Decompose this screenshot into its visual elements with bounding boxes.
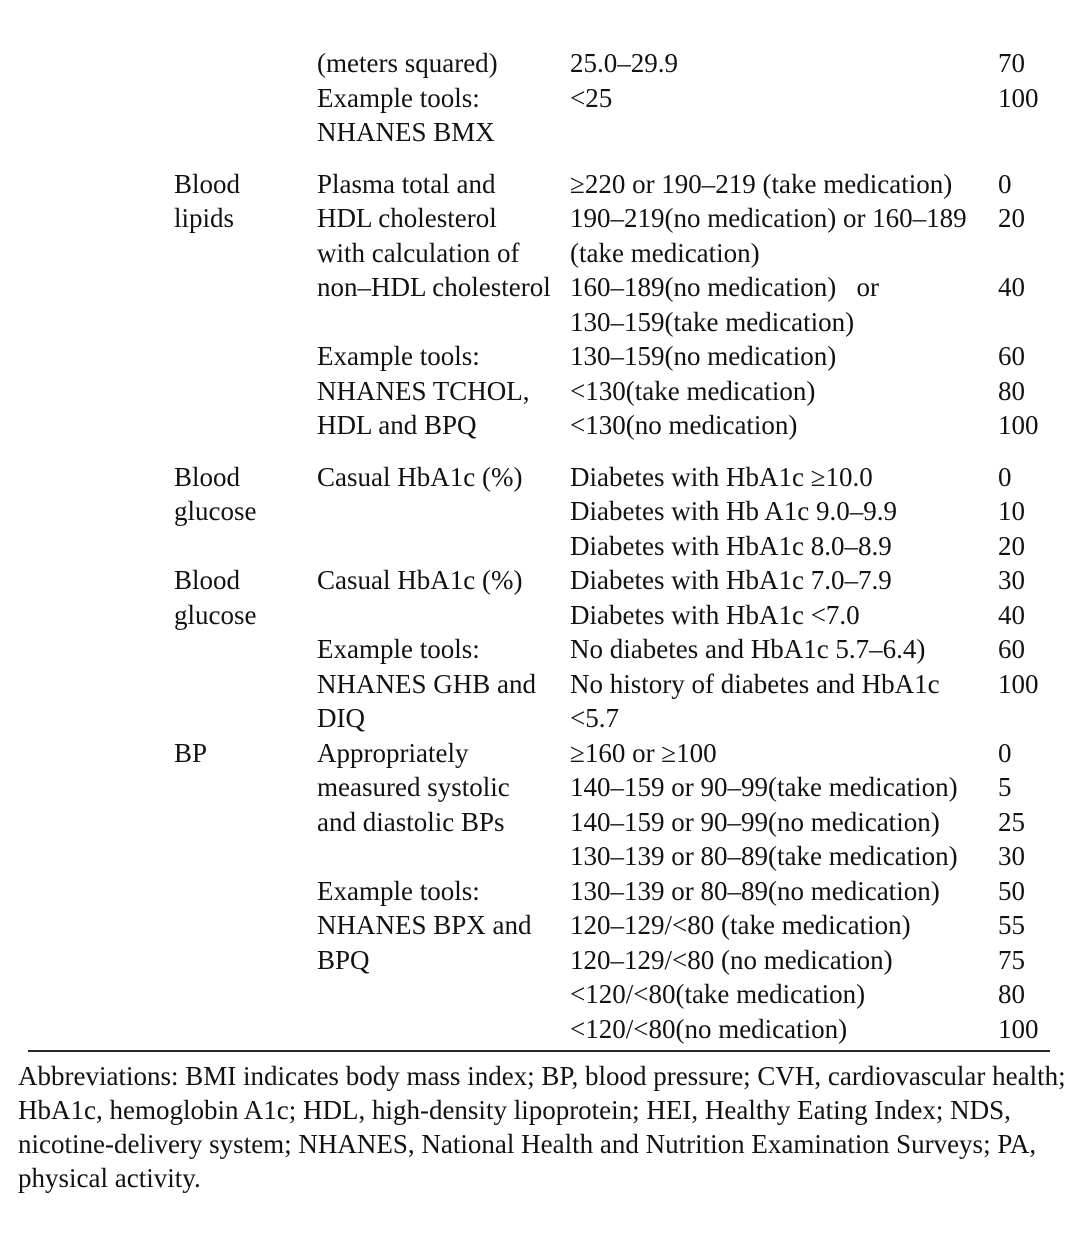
table-points-cell: 60: [998, 341, 1025, 371]
table-scoring-cell: 130–139 or 80–89(no medication): [570, 875, 940, 906]
table-row: [0, 908, 1080, 943]
table-row: [0, 701, 1080, 736]
table-scoring-cell: 130–159(no medication): [570, 341, 837, 371]
table-row: [0, 839, 1080, 874]
table-component-cell: [174, 770, 317, 805]
table-row: [0, 977, 1080, 1012]
table-points-cell: [998, 701, 1080, 736]
table-row: [0, 408, 1080, 443]
table-scoring-cell: (take medication): [570, 237, 760, 268]
table-component-cell: [174, 115, 317, 150]
table-scoring-cell: Diabetes with Hb A1c 9.0–9.9: [570, 496, 897, 526]
table-scoring-cell: 120–129/<80 (no medication): [570, 944, 893, 975]
table-component-cell: [174, 701, 317, 736]
table-metric-cell: with calculation of: [317, 237, 520, 268]
table-metric-cell: (meters squared): [317, 48, 498, 78]
table-points-cell: 55: [998, 910, 1025, 940]
table-metric-cell: Example tools:: [317, 875, 480, 906]
table-row: [0, 81, 1080, 116]
table-component-cell: [174, 374, 317, 409]
footnote-line: nicotine-delivery system; NHANES, National Health and Nutrition Examination Surveys; PA,: [18, 1129, 1037, 1159]
table-scoring-cell: No history of diabetes and HbA1c: [570, 668, 940, 699]
table-metric-cell: non–HDL cholesterol: [317, 272, 551, 302]
table-metric-cell: NHANES BMX: [317, 117, 495, 147]
table-row: [0, 236, 1080, 271]
table-points-cell: [998, 115, 1080, 150]
table-row: [0, 201, 1080, 236]
table-row: [0, 270, 1080, 305]
table-row: [0, 494, 1080, 529]
table-points-cell: 0: [998, 168, 1012, 199]
table-component-cell: [174, 339, 317, 374]
footnote-line: physical activity.: [18, 1163, 201, 1193]
table-metric-cell: HDL cholesterol: [317, 203, 497, 233]
table-row: [0, 563, 1080, 598]
table-component-cell: Blood: [174, 565, 241, 595]
table-row: [0, 460, 1080, 495]
table-points-cell: 80: [998, 979, 1025, 1009]
table-metric-cell: Example tools:: [317, 634, 480, 664]
table-points-cell: 0: [998, 461, 1012, 492]
table-scoring-cell: 120–129/<80 (take medication): [570, 910, 911, 940]
table-scoring-cell: <130(no medication): [570, 410, 798, 440]
table-scoring-cell: No diabetes and HbA1c 5.7–6.4): [570, 634, 926, 664]
table-points-cell: 25: [998, 806, 1025, 837]
table-metric-cell: NHANES BPX and: [317, 910, 532, 940]
abbreviations-footnote: [0, 1052, 1080, 1195]
table-points-cell: 50: [998, 875, 1025, 906]
table-scoring-cell: 130–159(take medication): [570, 306, 855, 337]
table-component-cell: [174, 46, 317, 81]
table-points-cell: 40: [998, 272, 1025, 302]
table-scoring-cell: <120/<80(take medication): [570, 979, 866, 1009]
footnote-line: HbA1c, hemoglobin A1c; HDL, high-density lipoprotein; HEI, Healthy Eating Index; NDS,: [18, 1095, 1011, 1125]
table-points-cell: 30: [998, 841, 1025, 871]
table-component-cell: [174, 874, 317, 909]
table-metric-cell: Example tools:: [317, 341, 480, 371]
table-metric-cell: NHANES GHB and: [317, 668, 536, 699]
table-points-cell: 100: [998, 410, 1039, 440]
table-component-cell: [174, 236, 317, 271]
table-points-cell: [998, 236, 1080, 271]
table-component-cell: [174, 632, 317, 667]
table-scoring-cell: <5.7: [570, 703, 619, 733]
table-component-cell: [174, 408, 317, 443]
table-component-cell: [174, 305, 317, 340]
table-scoring-cell: ≥160 or ≥100: [570, 737, 717, 768]
table-row: [0, 374, 1080, 409]
table-row: [0, 1012, 1080, 1047]
table-row: [0, 667, 1080, 702]
table-metric-cell: measured systolic: [317, 772, 510, 802]
table-component-cell: [174, 270, 317, 305]
table-scoring-cell: ≥220 or 190–219 (take medication): [570, 168, 953, 199]
table-component-cell: [174, 943, 317, 978]
table-scoring-cell: Diabetes with HbA1c <7.0: [570, 599, 860, 630]
table-scoring-cell: <130(take medication): [570, 375, 816, 406]
table-points-cell: 20: [998, 203, 1025, 233]
table-row: [0, 46, 1080, 81]
table-scoring-cell: <120/<80(no medication): [570, 1013, 848, 1044]
table-scoring-cell: 130–139 or 80–89(take medication): [570, 841, 958, 871]
table-component-cell: Blood: [174, 461, 241, 492]
table-component-cell: [174, 908, 317, 943]
table-scoring-cell: Diabetes with HbA1c 8.0–8.9: [570, 530, 892, 561]
table-component-cell: [174, 81, 317, 116]
table-scoring-cell: 140–159 or 90–99(no medication): [570, 806, 940, 837]
table-points-cell: 100: [998, 668, 1039, 699]
table-component-cell: BP: [174, 737, 208, 768]
footnote-line: Abbreviations: BMI indicates body mass index; BP, blood pressure; CVH, cardiovascular health;: [18, 1061, 1066, 1091]
table-points-cell: 70: [998, 48, 1025, 78]
table-component-cell: Blood: [174, 168, 241, 199]
table-scoring-cell: Diabetes with HbA1c ≥10.0: [570, 461, 873, 492]
table-points-cell: [998, 305, 1080, 340]
table-metric-cell: Plasma total and: [317, 168, 496, 199]
table-points-cell: 30: [998, 565, 1025, 595]
table-points-cell: 60: [998, 634, 1025, 664]
table-points-cell: 10: [998, 496, 1025, 526]
table-metric-cell: [317, 305, 570, 340]
table-component-cell: [174, 839, 317, 874]
table-row: [0, 115, 1080, 150]
table-row: [0, 529, 1080, 564]
table-row: [0, 736, 1080, 771]
table-metric-cell: Example tools:: [317, 82, 480, 113]
table-metric-cell: Casual HbA1c (%): [317, 461, 523, 492]
table-scoring-cell: 140–159 or 90–99(take medication): [570, 772, 958, 802]
table-points-cell: 100: [998, 1013, 1039, 1044]
table-scoring-cell: 190–219(no medication) or 160–189: [570, 203, 967, 233]
table-metric-cell: DIQ: [317, 703, 365, 733]
table-points-cell: 0: [998, 737, 1012, 768]
table-metric-cell: Casual HbA1c (%): [317, 565, 523, 595]
table-metric-cell: BPQ: [317, 944, 370, 975]
table-scoring-cell: 160–189(no medication) or: [570, 272, 879, 302]
table-points-cell: 80: [998, 375, 1025, 406]
table-scoring-cell: [570, 115, 998, 150]
table-points-cell: 75: [998, 944, 1025, 975]
table-component-cell: [174, 1012, 317, 1047]
table-metric-cell: [317, 839, 570, 874]
table-scoring-cell: 25.0–29.9: [570, 48, 678, 78]
table-component-cell: lipids: [174, 203, 235, 233]
table-component-cell: [174, 805, 317, 840]
table-row: [0, 943, 1080, 978]
table-row: [0, 632, 1080, 667]
table-row: [0, 770, 1080, 805]
table-metric-cell: [317, 598, 570, 633]
table-points-cell: 5: [998, 772, 1012, 802]
table-component-cell: glucose: [174, 599, 257, 630]
table-metric-cell: NHANES TCHOL,: [317, 375, 530, 406]
table-metric-cell: [317, 529, 570, 564]
table-metric-cell: [317, 1012, 570, 1047]
table-component-cell: [174, 529, 317, 564]
table-metric-cell: and diastolic BPs: [317, 806, 505, 837]
table-row: [0, 167, 1080, 202]
table-row: [0, 874, 1080, 909]
table-component-cell: [174, 667, 317, 702]
table-points-cell: 40: [998, 599, 1025, 630]
table-row: [0, 339, 1080, 374]
table-metric-cell: HDL and BPQ: [317, 410, 477, 440]
table-scoring-cell: Diabetes with HbA1c 7.0–7.9: [570, 565, 892, 595]
table-points-cell: 20: [998, 530, 1025, 561]
table-component-cell: glucose: [174, 496, 257, 526]
table-metric-cell: [317, 977, 570, 1012]
table-points-cell: 100: [998, 82, 1039, 113]
table-row: [0, 305, 1080, 340]
table-metric-cell: [317, 494, 570, 529]
table-row: [0, 598, 1080, 633]
table-metric-cell: Appropriately: [317, 737, 469, 768]
table-scoring-cell: <25: [570, 82, 613, 113]
table-row: [0, 805, 1080, 840]
table-component-cell: [174, 977, 317, 1012]
